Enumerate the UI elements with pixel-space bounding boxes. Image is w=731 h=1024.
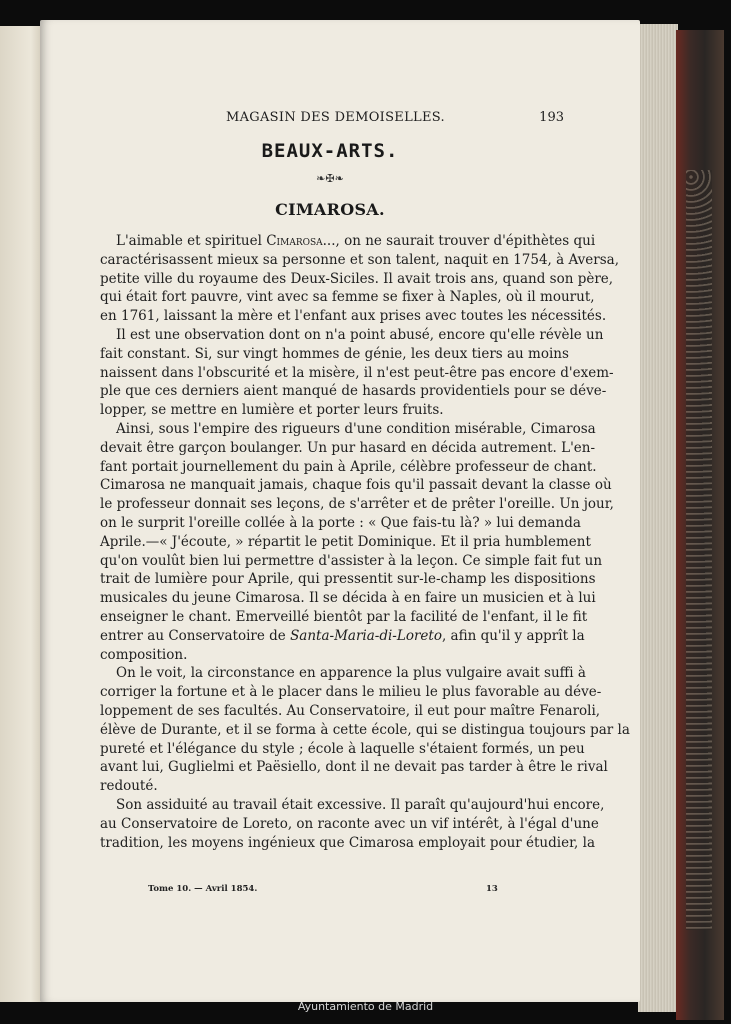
text-line: fait constant. Si, sur vingt hommes de génie, les deux tiers au moins [100,345,569,362]
text-line: Son assiduité au travail était excessive. Il paraît qu'aujourd'hui encore, [116,796,605,813]
text-line: qui était fort pauvre, vint avec sa femme se fixer à Naples, où il mourut, [100,289,595,306]
text-line: pureté et l'élégance du style ; école à laquelle s'étaient formés, un peu [100,740,585,757]
text-line: trait de lumière pour Aprile, qui pressentit sur-le-champ les dispositions [100,571,596,588]
article-body [100,232,630,852]
text-line: composition. [100,646,188,663]
text-line: musicales du jeune Cimarosa. Il se décida à en faire un musicien et à lui [100,590,596,607]
text-line: ple que ces derniers aient manqué de hasards providentiels pour se déve- [100,383,607,400]
text-line: enseigner le chant. Emerveillé bientôt par la facilité de l'enfant, il le fit [100,608,588,625]
text-line: tradition, les moyens ingénieux que Cimarosa employait pour étudier, la [100,834,595,851]
name-smallcaps: Cimarosa [266,233,323,249]
text-line: devait être garçon boulanger. Un pur hasard en décida autrement. L'en- [100,439,596,456]
text-line: élève de Durante, et il se forma à cette école, qui se distingua toujours par la [100,721,630,738]
text-line: Aprile.—« J'écoute, » répartit le petit Dominique. Et il pria humblement [100,533,591,550]
text-line: redouté. [100,778,158,795]
page-edges [638,24,678,1012]
text-line: loppement de ses facultés. Au Conservatoire, il eut pour maître Fenaroli, [100,702,601,719]
section-title: BEAUX-ARTS. [261,140,399,162]
left-page-edge [0,26,45,1002]
text-line: corriger la fortune et à le placer dans le milieu le plus favorable au déve- [100,684,602,701]
text-line: lopper, se mettre en lumière et porter leurs fruits. [100,402,444,419]
text-line: qu'on voulût bien lui permettre d'assister à la leçon. Ce simple fait fut un [100,552,603,569]
text-line: entrer au Conservatoire de Santa-Maria-di-Loreto, afin qu'il y apprît la [100,627,585,644]
text-line: Il est une observation dont on n'a point abusé, encore qu'elle révèle un [116,326,604,343]
volume-date: Tome 10. — Avril 1854. [148,884,258,894]
text-line: On le voit, la circonstance en apparence la plus vulgaire avait suffi à [116,665,586,682]
text-line: naissent dans l'obscurité et la misère, il n'est peut-être pas encore d'exem- [100,364,614,381]
text-line: au Conservatoire de Loreto, on raconte avec un vif intérêt, à l'égal d'une [100,815,599,832]
signature-mark: 13 [486,884,498,894]
article-title: CIMAROSA. [275,200,385,219]
text-line: on le surprit l'oreille collée à la porte : « Que fais-tu là? » lui demanda [100,514,581,531]
page-footer [100,884,560,898]
book-cover-marbled [676,30,724,1020]
text-line: en 1761, laissant la mère et l'enfant aux prises avec toutes les nécessités. [100,308,607,325]
text-line: fant portait journellement du pain à Aprile, célèbre professeur de chant. [100,458,597,475]
text-line: Ainsi, sous l'empire des rigueurs d'une condition misérable, Cimarosa [116,420,596,437]
text-line: le professeur donnait ses leçons, de s'arrêter et de prêter l'oreille. Un jour, [100,496,614,513]
text-line: petite ville du royaume des Deux-Siciles. Il avait trois ans, quand son père, [100,270,614,287]
text-line: caractérisassent mieux sa personne et son talent, naquit en 1754, à Aversa, [100,251,620,268]
text-line: avant lui, Guglielmi et Paësiello, dont il ne devait pas tarder à être le rival [100,759,608,776]
watermark: Ayuntamiento de Madrid [297,1000,434,1013]
place-name-italic: Santa-Maria-di-Loreto [290,627,442,644]
ornament-icon: ❧✠❧ [316,172,344,185]
text-line: L'aimable et spirituel Cimarosa..., on ne saurait trouver d'épithètes qui [116,233,596,249]
running-header [100,110,564,130]
page-number: 193 [539,110,564,125]
text-line: Cimarosa ne manquait jamais, chaque fois qu'il passait devant la classe où [100,477,612,494]
running-title: MAGASIN DES DEMOISELLES. [226,110,445,125]
